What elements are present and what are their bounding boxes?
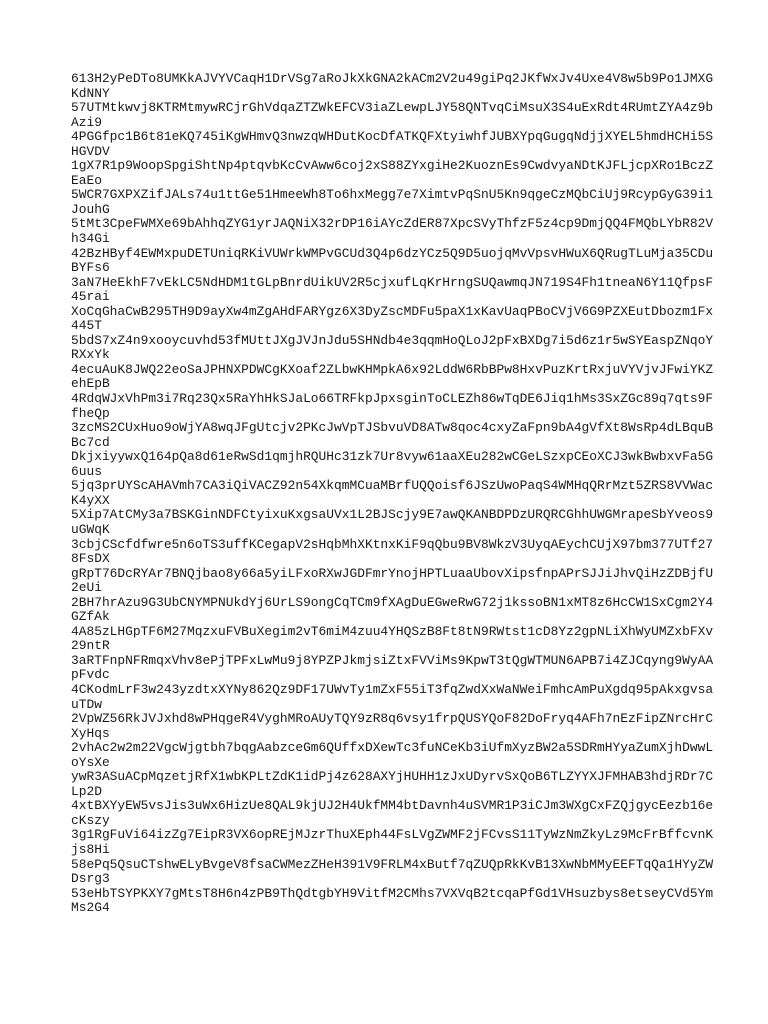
- text-line: 6uus: [71, 463, 102, 479]
- text-line: DkjxiyywxQ164pQa8d61eRwSd1qmjhRQUHc31zk7Ur8vyw61aaXEu282wCGeLSzxpCEoXCJ3wkBwbxvFa5G: [71, 449, 714, 465]
- text-line: BYFs6: [71, 260, 110, 276]
- text-line: fheQp: [71, 405, 110, 421]
- text-line: KdNNY: [71, 85, 110, 101]
- text-line: Azi9: [71, 114, 102, 130]
- text-line: 57UTMtkwvj8KTRMtmywRCjrGhVdqaZTZWkEFCV3iaZLewpLJY58QNTvqCiMsuX3S4uExRdt4RUmtZYA4z9b: [71, 100, 714, 116]
- text-line: oYsXe: [71, 754, 110, 770]
- text-line: 2BH7hrAzu9G3UbCNYMPNUkdYj6UrLS9ongCqTCm9fXAgDuEGweRwG72j1kssoBN1xMT8z6HcCW1SxCgm2Y4: [71, 594, 714, 610]
- text-line: 5tMt3CpeFWMXe69bAhhqZYG1yrJAQNiX32rDP16iAYcZdER87XpcSVyThfzF5z4cp9DmjQQ4FMQbLYbR82V: [71, 216, 714, 232]
- text-line: 4RdqWJxVhPm3i7Rq23Qx5RaYhHkSJaLo66TRFkpJpxsginToCLEZh86wTqDE6Jiq1hMs3SxZGc89q7qts9F: [71, 391, 714, 407]
- text-line: GZfAk: [71, 609, 110, 625]
- text-line: 42BzHByf4EWMxpuDETUniqRKiVUWrkWMPvGCUd3Q4p6dzYCz5Q9D5uojqMvVpsvHWuX6QRugTLuMja35CDu: [71, 245, 714, 261]
- text-line: 29ntR: [71, 638, 110, 654]
- text-line: 5WCR7GXPXZifJALs74u1ttGe51HmeeWh8To6hxMegg7e7XimtvPqSnU5Kn9qgeCzMQbCiUj9RcypGyG39i1: [71, 187, 714, 203]
- text-line: 4ecuAuK8JWQ22eoSaJPHNXPDWCgKXoaf2ZLbwKHMpkA6x92LddW6RbBPw8HxvPuzKrtRxjuVYVjvJFwiYKZ: [71, 361, 714, 377]
- text-line: ywR3ASuACpMqzetjRfX1wbKPLtZdK1idPj4z628AXYjHUHH1zJxUDyrvSxQoB6TLZYYXJFMHAB3hdjRDr7C: [71, 769, 714, 785]
- text-line: EaEo: [71, 172, 102, 188]
- text-line: 3zcMS2CUxHuo9oWjYA8wqJFgUtcjv2PKcJwVpTJSbvuVD8ATw8qoc4cxyZaFpn9bA4gVfXt8WsRp4dLBquB: [71, 420, 714, 436]
- text-line: 4PGGfpc1B6t81eKQ745iKgWHmvQ3nwzqWHDutKocDfATKQFXtyiwhfJUBXYpqGugqNdjjXYEL5hmdHCHi5S: [71, 129, 714, 145]
- text-line: 53eHbTSYPKXY7gMtsT8H6n4zPB9ThQdtgbYH9VitfM2CMhs7VXVqB2tcqaPfGd1VHsuzbys8etseyCVd5Ym: [71, 885, 714, 901]
- text-line: 8FsDX: [71, 551, 110, 567]
- text-line: 5Xip7AtCMy3a7BSKGinNDFCtyixuKxgsaUVx1L2BJScjy9E7awQKANBDPDzURQRCGhhUWGMrapeSbYveos9: [71, 507, 714, 523]
- text-line: Lp2D: [71, 783, 102, 799]
- text-line: h34Gi: [71, 231, 110, 247]
- text-line: 4A85zLHGpTF6M27MqzxuFVBuXegim2vT6miM4zuu4YHQSzB8Ft8tN9RWtst1cD8Yz2gpNLiXhWyUMZxbFXv: [71, 623, 714, 639]
- text-line: RXxYk: [71, 347, 110, 363]
- text-line: 3g1RgFuVi64izZg7EipR3VX6opREjMJzrThuXEph44FsLVgZWMF2jFCvsS11TyWzNmZkyLz9McFrBffcvnK: [71, 827, 714, 843]
- text-line: uTDw: [71, 696, 102, 712]
- text-line: Dsrg3: [71, 871, 110, 887]
- text-line: 3cbjCScfdfwre5n6oTS3uffKCegapV2sHqbMhXKtnxKiF9qQbu9BV8WkzV3UyqAEychCUjX97bm377UTf27: [71, 536, 714, 552]
- text-line: XyHqs: [71, 725, 110, 741]
- text-line: 4xtBXYyEW5vsJis3uWx6HizUe8QAL9kjUJ2H4UkfMM4btDavnh4uSVMR1P3iCJm3WXgCxFZQjgycEezb16e: [71, 798, 714, 814]
- text-line: XoCqGhaCwB295TH9D9ayXw4mZgAHdFARYgz6X3DyZscMDFu5paX1xKavUaqPBoCVjV6G9PZXEutDbozm1Fx: [71, 303, 714, 319]
- text-line: Bc7cd: [71, 434, 110, 450]
- text-line: Ms2G4: [71, 900, 110, 916]
- text-line: K4yXX: [71, 492, 110, 508]
- text-line: JouhG: [71, 201, 110, 217]
- text-line: ehEpB: [71, 376, 110, 392]
- text-line: HGVDV: [71, 143, 110, 159]
- text-line: 1gX7R1p9WoopSpgiShtNp4ptqvbKcCvAww6coj2xS88ZYxgiHe2KuoznEs9CwdvyaNDtKJFLjcpXRo1BczZ: [71, 158, 714, 174]
- text-line: uGWqK: [71, 521, 110, 537]
- text-line: 445T: [71, 318, 102, 334]
- text-line: js8Hi: [71, 841, 110, 857]
- text-line: 613H2yPeDTo8UMKkAJVYVCaqH1DrVSg7aRoJkXkGNA2kACm2V2u49giPq2JKfWxJv4Uxe4V8w5b9Po1JMXG: [71, 71, 714, 86]
- text-line: 3aN7HeEkhF7vEkLC5NdHDM1tGLpBnrdUikUV2R5cjxufLqKrHrngSUQawmqJN719S4Fh1tneaN6Y11QfpsF: [71, 274, 714, 290]
- text-line: cKszy: [71, 812, 110, 828]
- text-line: pFvdc: [71, 667, 110, 683]
- text-line: 45rai: [71, 289, 110, 305]
- text-line: 58ePq5QsuCTshwELyBvgeV8fsaCWMezZHeH391V9FRLM4xButf7qZUQpRkKvB13XwNbMMyEEFTqQa1HYyZW: [71, 856, 714, 872]
- text-line: 2VpWZ56RkJVJxhd8wPHqgeR4VyghMRoAUyTQY9zR8q6vsy1frpQUSYQoF82DoFryq4AFh7nEzFipZNrcHrC: [71, 711, 714, 727]
- text-line: gRpT76DcRYAr7BNQjbao8y66a5yiLFxoRXwJGDFmrYnojHPTLuaaUbovXipsfnpAPrSJJiJhvQiHzZDBjfU: [71, 565, 714, 581]
- text-line: 2vhAc2w2m22VgcWjgtbh7bqgAabzceGm6QUffxDXewTc3fuNCeKb3iUfmXyzBW2a5SDRmHYyaZumXjhDwwL: [71, 740, 714, 756]
- text-line: 5bdS7xZ4n9xooycuvhd53fMUttJXgJVJnJdu5SHNdb4e3qqmHoQLoJ2pFxBXDg7i5d6z1r5wSYEaspZNqoY: [71, 332, 714, 348]
- text-line: 4CKodmLrF3w243yzdtxXYNy862Qz9DF17UWvTy1mZxF55iT3fqZwdXxWaNWeiFmhcAmPuXgdq95pAkxgvsa: [71, 681, 714, 697]
- text-line: 2eUi: [71, 580, 102, 596]
- text-body: [71, 71, 714, 916]
- text-line: 3aRTFnpNFRmqxVhv8ePjTPFxLwMu9j8YPZPJkmjsiZtxFVViMs9KpwT3tQgWTMUN6APB7i4ZJCqyng9WyAA: [71, 652, 714, 668]
- text-line: 5jq3prUYScAHAVmh7CA3iQiVACZ92n54XkqmMCuaMBrfUQQoisf6JSzUwoPaqS4WMHqQRrMzt5ZRS8VVWac: [71, 478, 714, 494]
